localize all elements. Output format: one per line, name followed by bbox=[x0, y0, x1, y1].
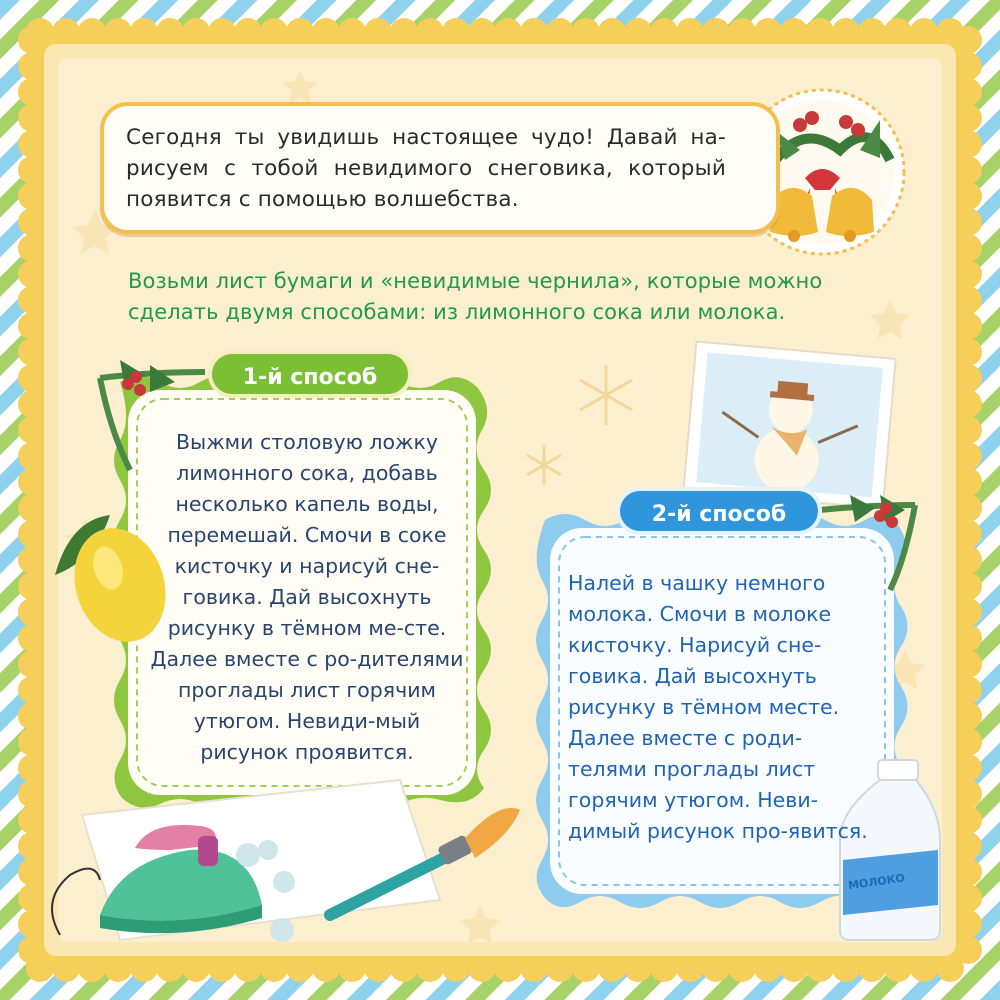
method2-text: Налей в чашку немного молока. Смочи в молоке кисточку. Нарисуй сне-говика. Дай высохнуть рисунку в тёмном месте. Далее вместе с роди-телями проглады лист горячим утюгом. Неви-димый рисунок про-явится. bbox=[568, 571, 868, 843]
method1-title: 1-й способ bbox=[208, 350, 412, 398]
intro-text: Сегодня ты увидишь настоящее чудо! Давай на-рисуем с тобой невидимого снеговика, который появится с помощью волшебства. bbox=[126, 125, 726, 212]
method2-title: 2-й способ bbox=[616, 487, 822, 535]
snowman-picture-icon bbox=[683, 342, 895, 509]
instruction-text: Возьми лист бумаги и «невидимые чернила», которые можно сделать двумя способами: из лимонного сока или молока. bbox=[128, 269, 823, 324]
method1-text: Выжми столовую ложку лимонного сока, добавь несколько капель воды, перемешай. Смочи в соке кисточку и нарисуй сне-говика. Дай высохнуть рисунку в тёмном ме-сте. Далее вместе с ро-дителями проглады лист горячим утюгом. Невиди-мый рисунок проявится. bbox=[150, 430, 464, 764]
milk-label: МОЛОКО bbox=[847, 871, 906, 893]
